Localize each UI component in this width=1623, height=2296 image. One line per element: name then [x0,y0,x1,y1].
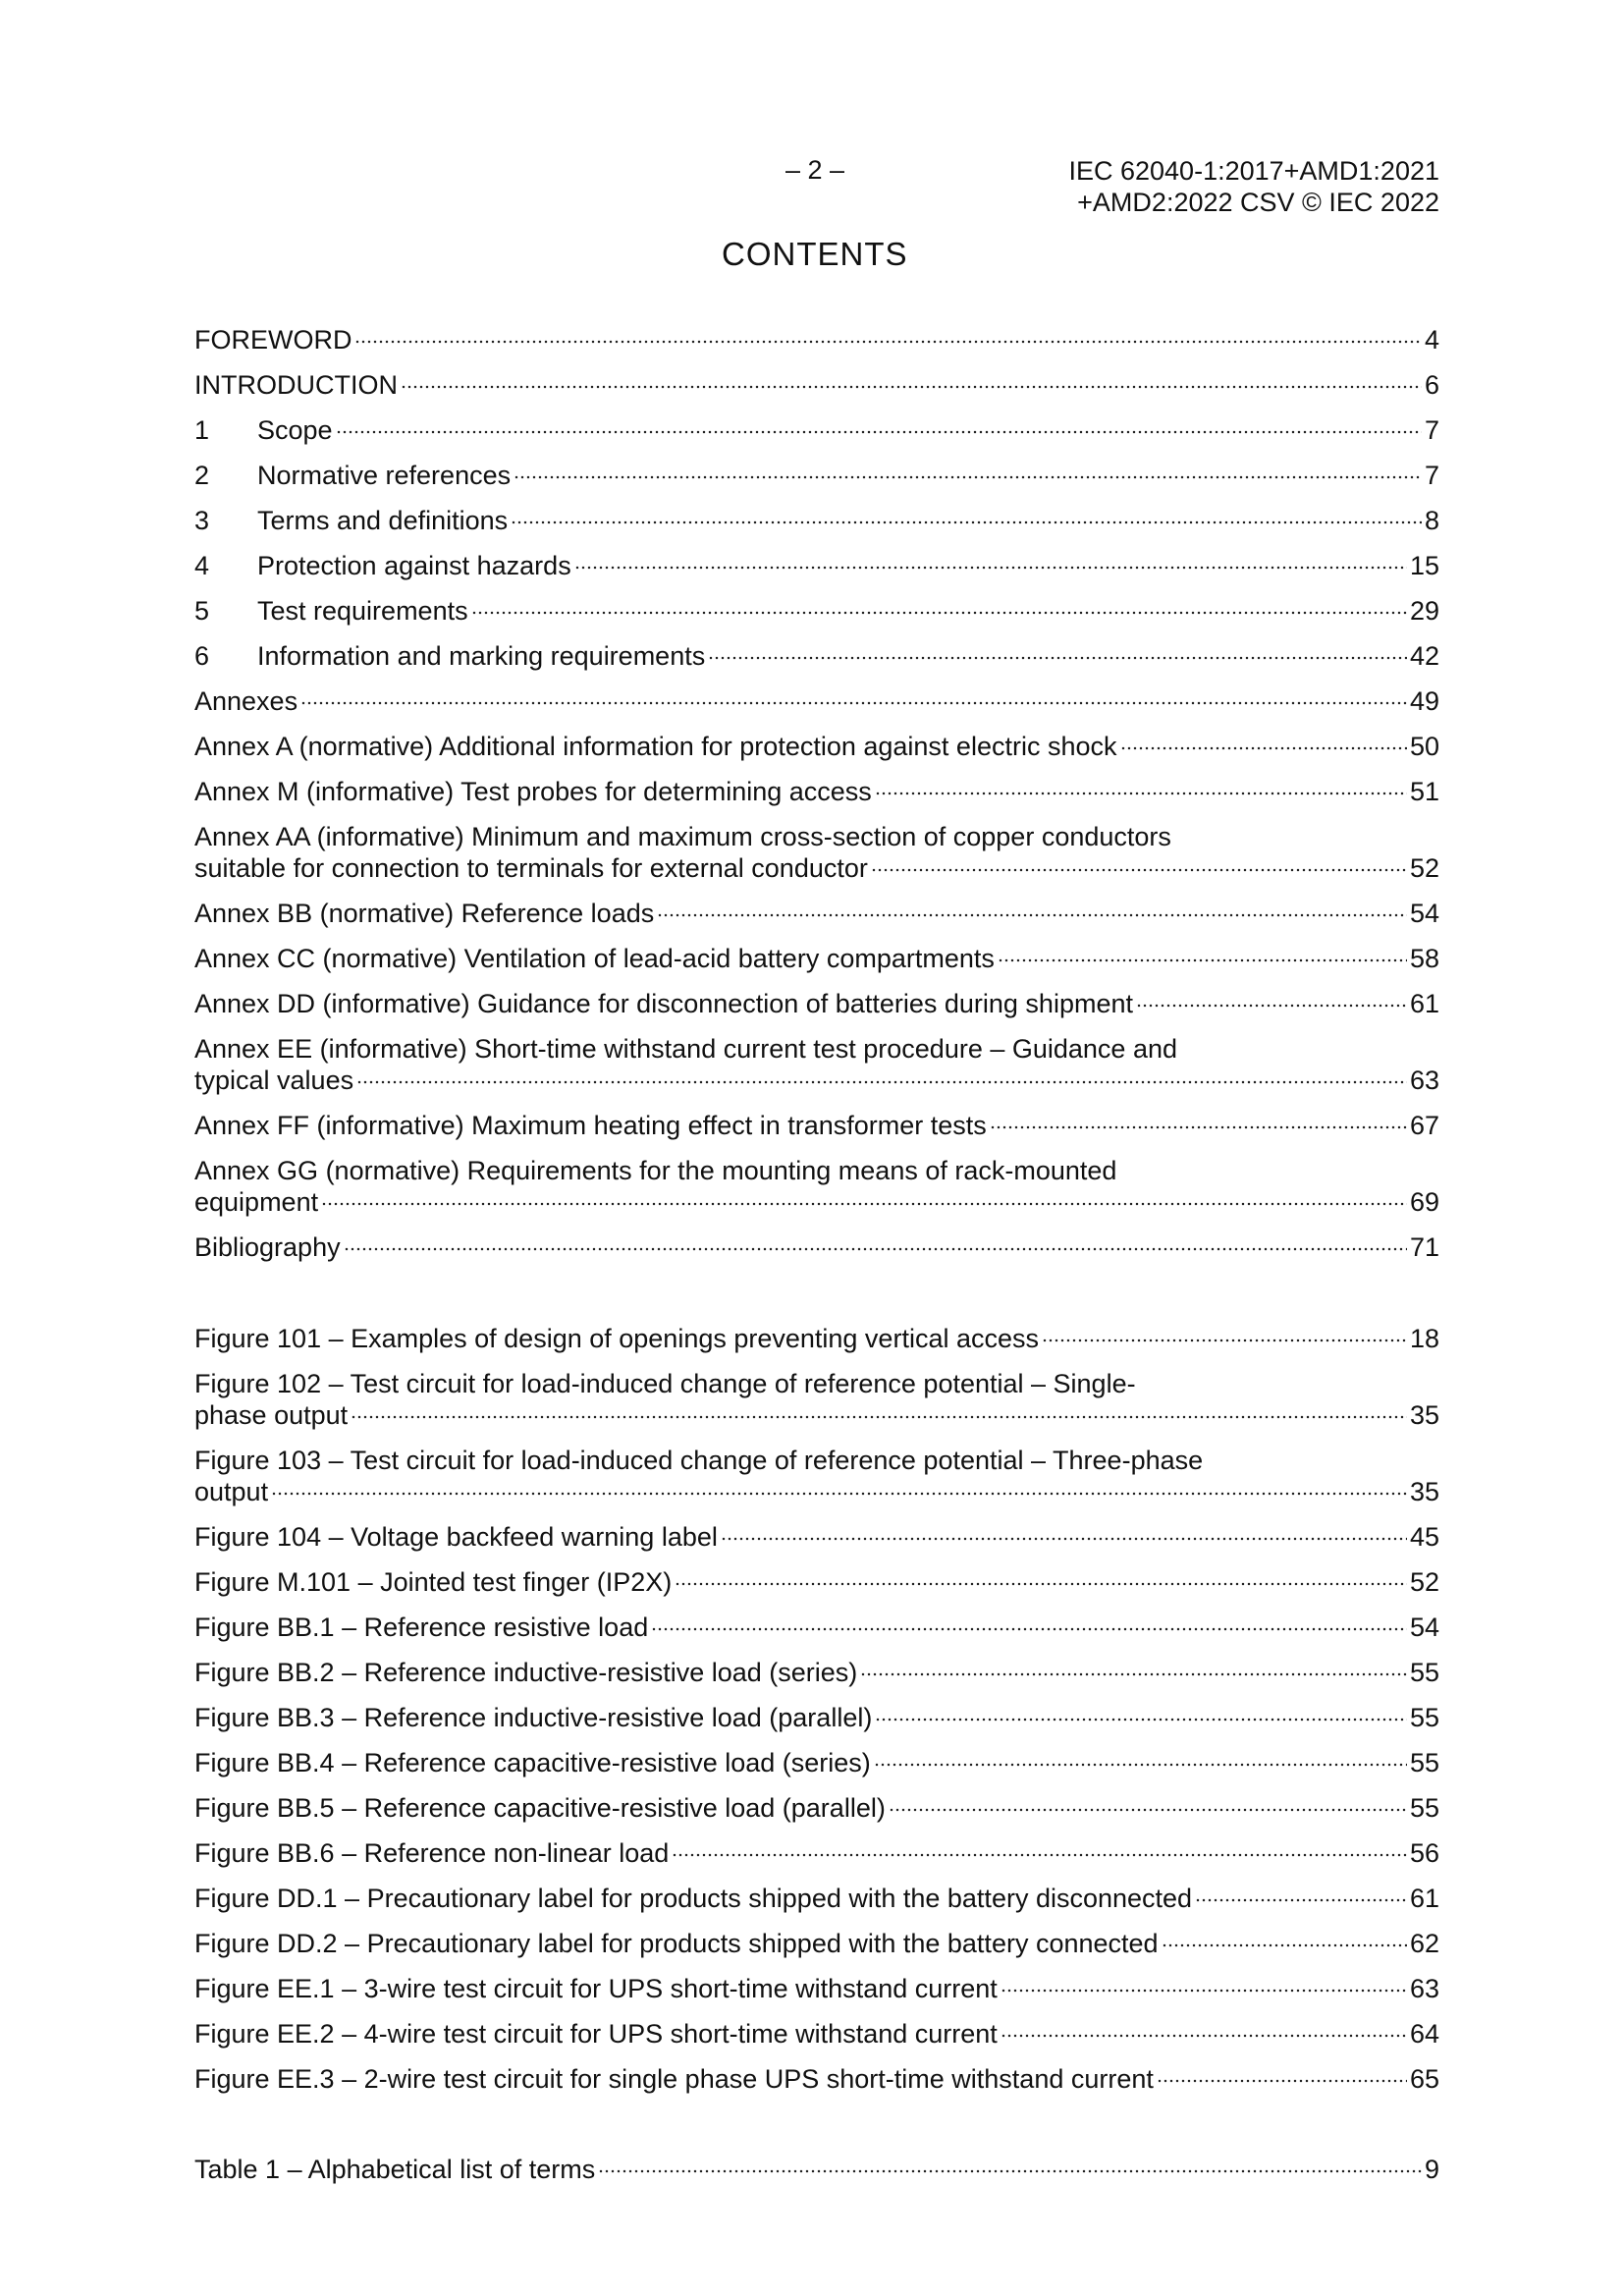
toc-entry-row [194,1521,1439,1553]
dot-leader [874,1763,1407,1767]
toc-entry[interactable] [194,1837,1439,1869]
dot-leader [321,1202,1407,1206]
dot-leader [574,566,1407,570]
toc-entry-row [194,776,1439,807]
toc-entry-title: FOREWORD [194,325,352,355]
clause-number: 2 [194,461,210,490]
toc-entry-label [194,1883,1192,1914]
dot-leader [401,385,1422,389]
page-reference: 52 [1409,853,1439,883]
toc-entry[interactable] [194,460,1439,491]
toc-entry[interactable] [194,595,1439,627]
toc-entry-row [194,550,1439,581]
dot-leader [271,1492,1407,1496]
toc-entry-label [194,369,398,401]
doc-ref-line-2: +AMD2:2022 CSV © IEC 2022 [1077,188,1439,217]
toc-entry-label [194,1521,718,1553]
dot-leader [471,611,1407,615]
toc-entry-label [194,1065,353,1096]
page-reference: 7 [1424,415,1439,445]
toc-entry-label [194,550,571,581]
toc-entry-title: Normative references [257,461,512,490]
toc-entry[interactable] [194,1231,1439,1263]
page-reference: 42 [1409,641,1439,671]
toc-entry-label [194,1231,341,1263]
toc-entry[interactable] [194,1155,1439,1218]
toc-entry-title: Figure EE.1 – 3-wire test circuit for UPS short-time withstand current [194,1974,998,2003]
page-reference: 8 [1424,506,1439,535]
page-reference: 9 [1424,2155,1439,2184]
toc-entry-title: Figure EE.2 – 4-wire test circuit for UPS short-time withstand current [194,2019,998,2049]
toc-entry-title: Test requirements [257,596,468,626]
toc-entry-label [194,898,654,929]
toc-entry[interactable] [194,1702,1439,1733]
toc-entry-row [194,1231,1439,1263]
page-reference: 15 [1409,551,1439,580]
page-reference: 6 [1424,370,1439,400]
toc-entry-row [194,369,1439,401]
toc-entry-title: Figure EE.3 – 2-wire test circuit for single phase UPS short-time withstand current [194,2064,1154,2094]
toc-entry-first-line: Figure 103 – Test circuit for load-induced change of reference potential – Three-phase [194,1446,1204,1475]
toc-entry-title: Annexes [194,686,298,716]
page-reference: 4 [1424,325,1439,355]
toc-entry-label [194,1476,268,1507]
toc-entry-row [194,1612,1439,1643]
toc-entry[interactable] [194,1928,1439,1959]
clause-number: 1 [194,415,210,445]
page-reference: 18 [1409,1324,1439,1353]
toc-entry-label [194,1612,648,1643]
dot-leader [1001,1989,1407,1993]
dot-leader [721,1537,1407,1541]
toc-entry-label [194,1566,672,1598]
toc-entry-row [194,1747,1439,1778]
dot-leader [511,520,1422,524]
toc-entry-title: Figure BB.5 – Reference capacitive-resistive load (parallel) [194,1793,886,1823]
toc-entry-label [194,1973,998,2004]
toc-entry[interactable] [194,1368,1439,1431]
page-reference: 55 [1409,1703,1439,1732]
toc-entry-title: typical values [194,1066,354,1095]
toc-entry-label [194,640,705,672]
page-reference: 54 [1409,899,1439,928]
toc-entry-title: Protection against hazards [257,551,571,580]
toc-entry[interactable] [194,943,1439,974]
contents-title: CONTENTS [722,236,908,272]
toc-entry-title: Annex DD (informative) Guidance for disconnection of batteries during shipment [194,989,1133,1018]
dot-leader [651,1627,1407,1631]
toc-entry-label [194,1186,318,1218]
toc-entry[interactable] [194,898,1439,929]
toc-entry-row [194,1186,1439,1218]
toc-entry-label [194,731,1117,762]
toc-entry-row [194,1883,1439,1914]
dot-leader [351,1415,1407,1419]
toc-entry-label [194,1399,348,1431]
dot-leader [356,1080,1407,1084]
toc-entry-row [194,1702,1439,1733]
toc-entry-title: INTRODUCTION [194,370,398,400]
toc-entry-row [194,1399,1439,1431]
page-reference: 55 [1409,1793,1439,1823]
page-reference: 29 [1409,596,1439,626]
page-reference: 49 [1409,686,1439,716]
toc-entry[interactable] [194,1747,1439,1778]
dot-leader [672,1853,1407,1857]
dot-leader [675,1582,1407,1586]
toc-entry-row [194,731,1439,762]
toc-entry-title: equipment [194,1187,319,1217]
toc-entry[interactable] [194,414,1439,446]
toc-entry-row [194,2063,1439,2095]
dot-leader [1162,1943,1407,1947]
toc-entry-row [194,505,1439,536]
toc-entry-title: Figure BB.3 – Reference inductive-resistive load (parallel) [194,1703,873,1732]
toc-entry-label [194,414,333,446]
toc-entry-label [194,2154,595,2185]
page-reference: 52 [1409,1567,1439,1597]
page-reference: 7 [1424,461,1439,490]
toc-entry-row [194,1837,1439,1869]
dot-leader [1136,1004,1407,1008]
toc-entry-row [194,1792,1439,1824]
toc-entry-label [194,1323,1039,1354]
toc-entry-row [194,595,1439,627]
page-reference: 63 [1409,1066,1439,1095]
dot-leader [708,656,1407,660]
toc-entry[interactable] [194,1612,1439,1643]
toc-entry-title: Scope [257,415,333,445]
page-reference: 55 [1409,1658,1439,1687]
page-reference: 69 [1409,1187,1439,1217]
dot-leader [1157,2079,1407,2083]
toc-entry-title: output [194,1477,269,1506]
page-reference: 63 [1409,1974,1439,2003]
toc-entry[interactable] [194,1110,1439,1141]
toc-entry-row [194,2018,1439,2050]
toc-entry-row [194,1476,1439,1507]
page-reference: 61 [1409,1884,1439,1913]
dot-leader [1120,746,1407,750]
page-number: – 2 – [785,155,845,185]
toc-entry-title: Figure 101 – Examples of design of openings preventing vertical access [194,1324,1039,1353]
toc-entry-label [194,776,872,807]
toc-entry[interactable] [194,505,1439,536]
toc-entry[interactable] [194,369,1439,401]
toc-entry-label [194,505,508,536]
toc-entry-first-line: Annex AA (informative) Minimum and maximum cross-section of copper conductors [194,822,1171,851]
page-reference: 62 [1409,1929,1439,1958]
toc-entry[interactable] [194,685,1439,717]
toc-entry-row [194,1566,1439,1598]
toc-entry[interactable] [194,821,1439,884]
toc-entry-title: Annex A (normative) Additional information for protection against electric shock [194,732,1117,761]
toc-entry-label [194,1792,886,1824]
page-reference: 58 [1409,944,1439,973]
toc-entry-label [194,1657,857,1688]
toc-tables-list [194,2154,1439,2199]
dot-leader [1195,1898,1407,1902]
page-reference: 56 [1409,1838,1439,1868]
page-reference: 67 [1409,1111,1439,1140]
toc-entry[interactable] [194,550,1439,581]
toc-entry-label [194,685,298,717]
dot-leader [300,701,1407,705]
toc-entry-row [194,685,1439,717]
toc-entry-label [194,1928,1159,1959]
toc-entry-label [194,943,995,974]
document-reference [1068,155,1439,218]
clause-number: 5 [194,596,210,626]
page-reference: 35 [1409,1477,1439,1506]
toc-entry[interactable] [194,1566,1439,1598]
toc-entry[interactable] [194,1521,1439,1553]
dot-leader [657,913,1407,917]
toc-entry[interactable] [194,988,1439,1019]
toc-entry-row [194,1323,1439,1354]
dot-leader [998,958,1407,962]
toc-entry-label [194,1747,871,1778]
dot-leader [1042,1339,1407,1342]
toc-entry-label [194,2018,998,2050]
toc-entry[interactable] [194,640,1439,672]
toc-entry[interactable] [194,776,1439,807]
toc-entry-title: Figure BB.6 – Reference non-linear load [194,1838,670,1868]
toc-entry-row [194,1065,1439,1096]
page-reference: 61 [1409,989,1439,1018]
toc-entry-title: Figure BB.1 – Reference resistive load [194,1613,649,1642]
toc-figures-list [194,1323,1439,2108]
toc-entry-title: Annex M (informative) Test probes for determining access [194,777,872,806]
page-reference: 35 [1409,1400,1439,1430]
toc-entry[interactable] [194,1323,1439,1354]
toc-entry-title: Annex CC (normative) Ventilation of lead-acid battery compartments [194,944,995,973]
toc-entry-first-line: Annex EE (informative) Short-time withstand current test procedure – Guidance and [194,1034,1177,1064]
dot-leader [354,340,1421,344]
doc-ref-line-1: IEC 62040-1:2017+AMD1:2021 [1068,156,1439,186]
dot-leader [336,430,1422,434]
toc-entry-row [194,852,1439,884]
toc-entry-title: Table 1 – Alphabetical list of terms [194,2155,596,2184]
toc-entry-label [194,460,511,491]
toc-entry-row [194,988,1439,1019]
page-reference: 65 [1409,2064,1439,2094]
toc-entry-title: Figure M.101 – Jointed test finger (IP2X) [194,1567,673,1597]
toc-entry-title: Bibliography [194,1232,341,1262]
toc-entry[interactable] [194,1883,1439,1914]
toc-entry-row [194,460,1439,491]
page-reference: 50 [1409,732,1439,761]
toc-entry-title: Annex BB (normative) Reference loads [194,899,655,928]
page-reference: 54 [1409,1613,1439,1642]
dot-leader [344,1247,1407,1251]
toc-entry-title: Terms and definitions [257,506,509,535]
toc-entry-title: suitable for connection to terminals for external conductor [194,853,868,883]
toc-entry-title: Figure BB.2 – Reference inductive-resistive load (series) [194,1658,858,1687]
toc-entry[interactable] [194,731,1439,762]
toc-entry-label [194,2063,1154,2095]
toc-entry-label [194,1110,987,1141]
toc-entry[interactable] [194,1657,1439,1688]
dot-leader [871,868,1407,872]
toc-entry-row [194,1928,1439,1959]
dot-leader [1001,2034,1407,2038]
toc-entry-row [194,1973,1439,2004]
toc-entry-label [194,324,352,355]
toc-entry[interactable] [194,2063,1439,2095]
page-reference: 45 [1409,1522,1439,1552]
dot-leader [514,475,1422,479]
toc-entry-title: Figure 104 – Voltage backfeed warning label [194,1522,718,1552]
toc-entry-title: Figure DD.1 – Precautionary label for products shipped with the battery disconnected [194,1884,1193,1913]
toc-entry-first-line: Annex GG (normative) Requirements for the mounting means of rack-mounted [194,1156,1117,1185]
toc-entry-label [194,1837,669,1869]
toc-entry-label [194,595,468,627]
toc-entry-row [194,640,1439,672]
toc-entry-title: phase output [194,1400,349,1430]
toc-entry-row [194,898,1439,929]
toc-entry-title: Information and marking requirements [257,641,706,671]
dot-leader [598,2169,1422,2173]
toc-entry-label [194,988,1133,1019]
page-reference: 64 [1409,2019,1439,2049]
toc-entry-label [194,852,868,884]
page-reference: 55 [1409,1748,1439,1777]
page-reference: 71 [1409,1232,1439,1262]
toc-entry-row [194,1657,1439,1688]
page-reference: 51 [1409,777,1439,806]
toc-entry[interactable] [194,1445,1439,1507]
toc-entry[interactable] [194,1973,1439,2004]
toc-entry-title: Annex FF (informative) Maximum heating effect in transformer tests [194,1111,987,1140]
toc-entry[interactable] [194,2154,1439,2185]
dot-leader [860,1672,1407,1676]
toc-entry[interactable] [194,1792,1439,1824]
dot-leader [875,1718,1407,1722]
toc-entry[interactable] [194,1033,1439,1096]
toc-entry[interactable] [194,324,1439,355]
toc-entry-row [194,324,1439,355]
toc-entry-title: Figure DD.2 – Precautionary label for products shipped with the battery connected [194,1929,1159,1958]
toc-entry-row [194,2154,1439,2185]
dot-leader [875,792,1407,795]
clause-number: 3 [194,506,210,535]
toc-entry-row [194,1110,1439,1141]
dot-leader [889,1808,1407,1812]
toc-entry-row [194,943,1439,974]
clause-number: 4 [194,551,210,580]
toc-main-list [194,324,1439,1277]
clause-number: 6 [194,641,210,671]
toc-entry-label [194,1702,872,1733]
dot-leader [990,1125,1407,1129]
toc-entry-title: Figure BB.4 – Reference capacitive-resistive load (series) [194,1748,871,1777]
toc-entry-row [194,414,1439,446]
toc-entry[interactable] [194,2018,1439,2050]
toc-entry-first-line: Figure 102 – Test circuit for load-induced change of reference potential – Single- [194,1369,1136,1398]
